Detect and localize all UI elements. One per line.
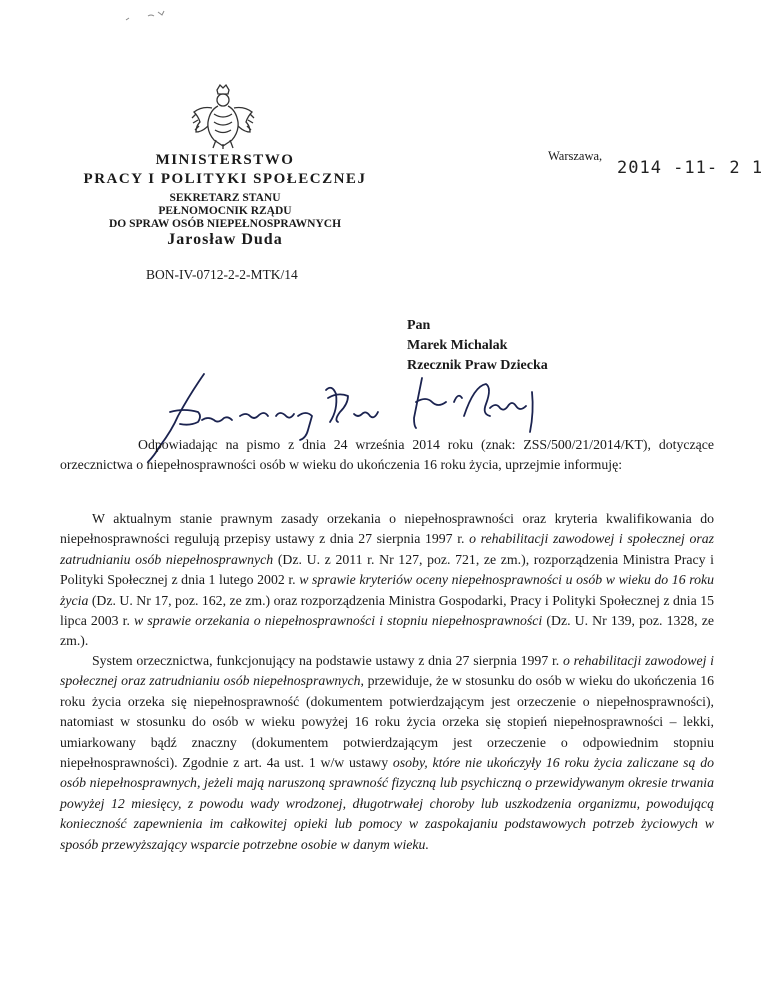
date-stamp: 2014 -11- 2 1	[617, 158, 764, 178]
ministry-name-line2: PRACY I POLITYKI SPOŁECZNEJ	[83, 171, 367, 187]
official-name: Jarosław Duda	[167, 231, 283, 248]
scan-marks	[118, 6, 198, 24]
addressee-title: Rzecznik Praw Dziecka	[407, 358, 548, 373]
role-line3: DO SPRAW OSÓB NIEPEŁNOSPRAWNYCH	[108, 218, 342, 230]
place: Warszawa,	[548, 149, 603, 163]
paragraph-legal-basis: W aktualnym stanie prawnym zasady orzekania o niepełnosprawności oraz kryteria kwalifikowania do niepełnosprawności regulują przepisy ustawy z dnia 27 sierpnia 1997 r. o rehabilitacji zawodowej i społecznej oraz zatrudnianiu osób niepełnosprawnych (Dz. U. z 2011 r. Nr 127, poz. 721, ze zm.), rozporządzenia Ministra Pracy i Polityki Społecznej z dnia 1 lutego 2002 r. w sprawie kryteriów oceny niepełnosprawności u osób w wieku do 16 roku życia (Dz. U. Nr 17, poz. 162, ze zm.) oraz rozporządzenia Ministra Gospodarki, Pracy i Polityki Społecznej z dnia 15 lipca 2003 r. w sprawie orzekania o niepełnosprawności i stopniu niepełnosprawności (Dz. U. Nr 139, poz. 1328, ze zm.).	[60, 511, 715, 649]
polish-eagle-emblem-icon	[190, 82, 256, 150]
ministry-name-line1: MINISTERSTWO	[155, 152, 295, 168]
role-line2: PEŁNOMOCNIK RZĄDU	[158, 205, 292, 217]
paragraph-intro: Odpowiadając na pismo z dnia 24 września 2014 roku (znak: ZSS/500/21/2014/KT), dotyczące orzecznictwa o niepełnosprawności osób w wieku do ukończenia 16 roku życia, uprzejmie informuję:	[60, 437, 714, 473]
addressee-salutation: Pan	[407, 318, 431, 333]
reference-number: BON-IV-0712-2-2-MTK/14	[146, 267, 298, 282]
role-line1: SEKRETARZ STANU	[169, 192, 281, 204]
addressee-name: Marek Michalak	[407, 338, 508, 353]
paragraph-system: System orzecznictwa, funkcjonujący na podstawie ustawy z dnia 27 sierpnia 1997 r. o rehabilitacji zawodowej i społecznej oraz zatrudnianiu osób niepełnosprawnych, przewiduje, że w stosunku do osób w wieku do ukończenia 16 roku życia orzeka się niepełnosprawność (dokumentem potwierdzającym jest orzeczenie o niepełnosprawności), natomiast w stosunku do osób w wieku powyżej 16 roku życia orzeka się stopień niepełnosprawności – lekki, umiarkowany bądź znaczny (dokumentem potwierdzającym jest orzeczenie o odpowiednim stopniu niepełnosprawności). Zgodnie z art. 4a ust. 1 w/w ustawy osoby, które nie ukończyły 16 roku życia zaliczane są do osób niepełnosprawnych, jeżeli mają naruszoną sprawność fizyczną lub psychiczną o przewidywanym okresie trwania powyżej 12 miesięcy, z powodu wady wrodzonej, długotrwałej choroby lub uszkodzenia organizmu, powodującą konieczność zapewnienia im całkowitej opieki lub pomocy w zaspokajaniu podstawowych potrzeb życiowych w sposób przewyższający wsparcie potrzebne osobie w danym wieku.	[60, 653, 714, 852]
